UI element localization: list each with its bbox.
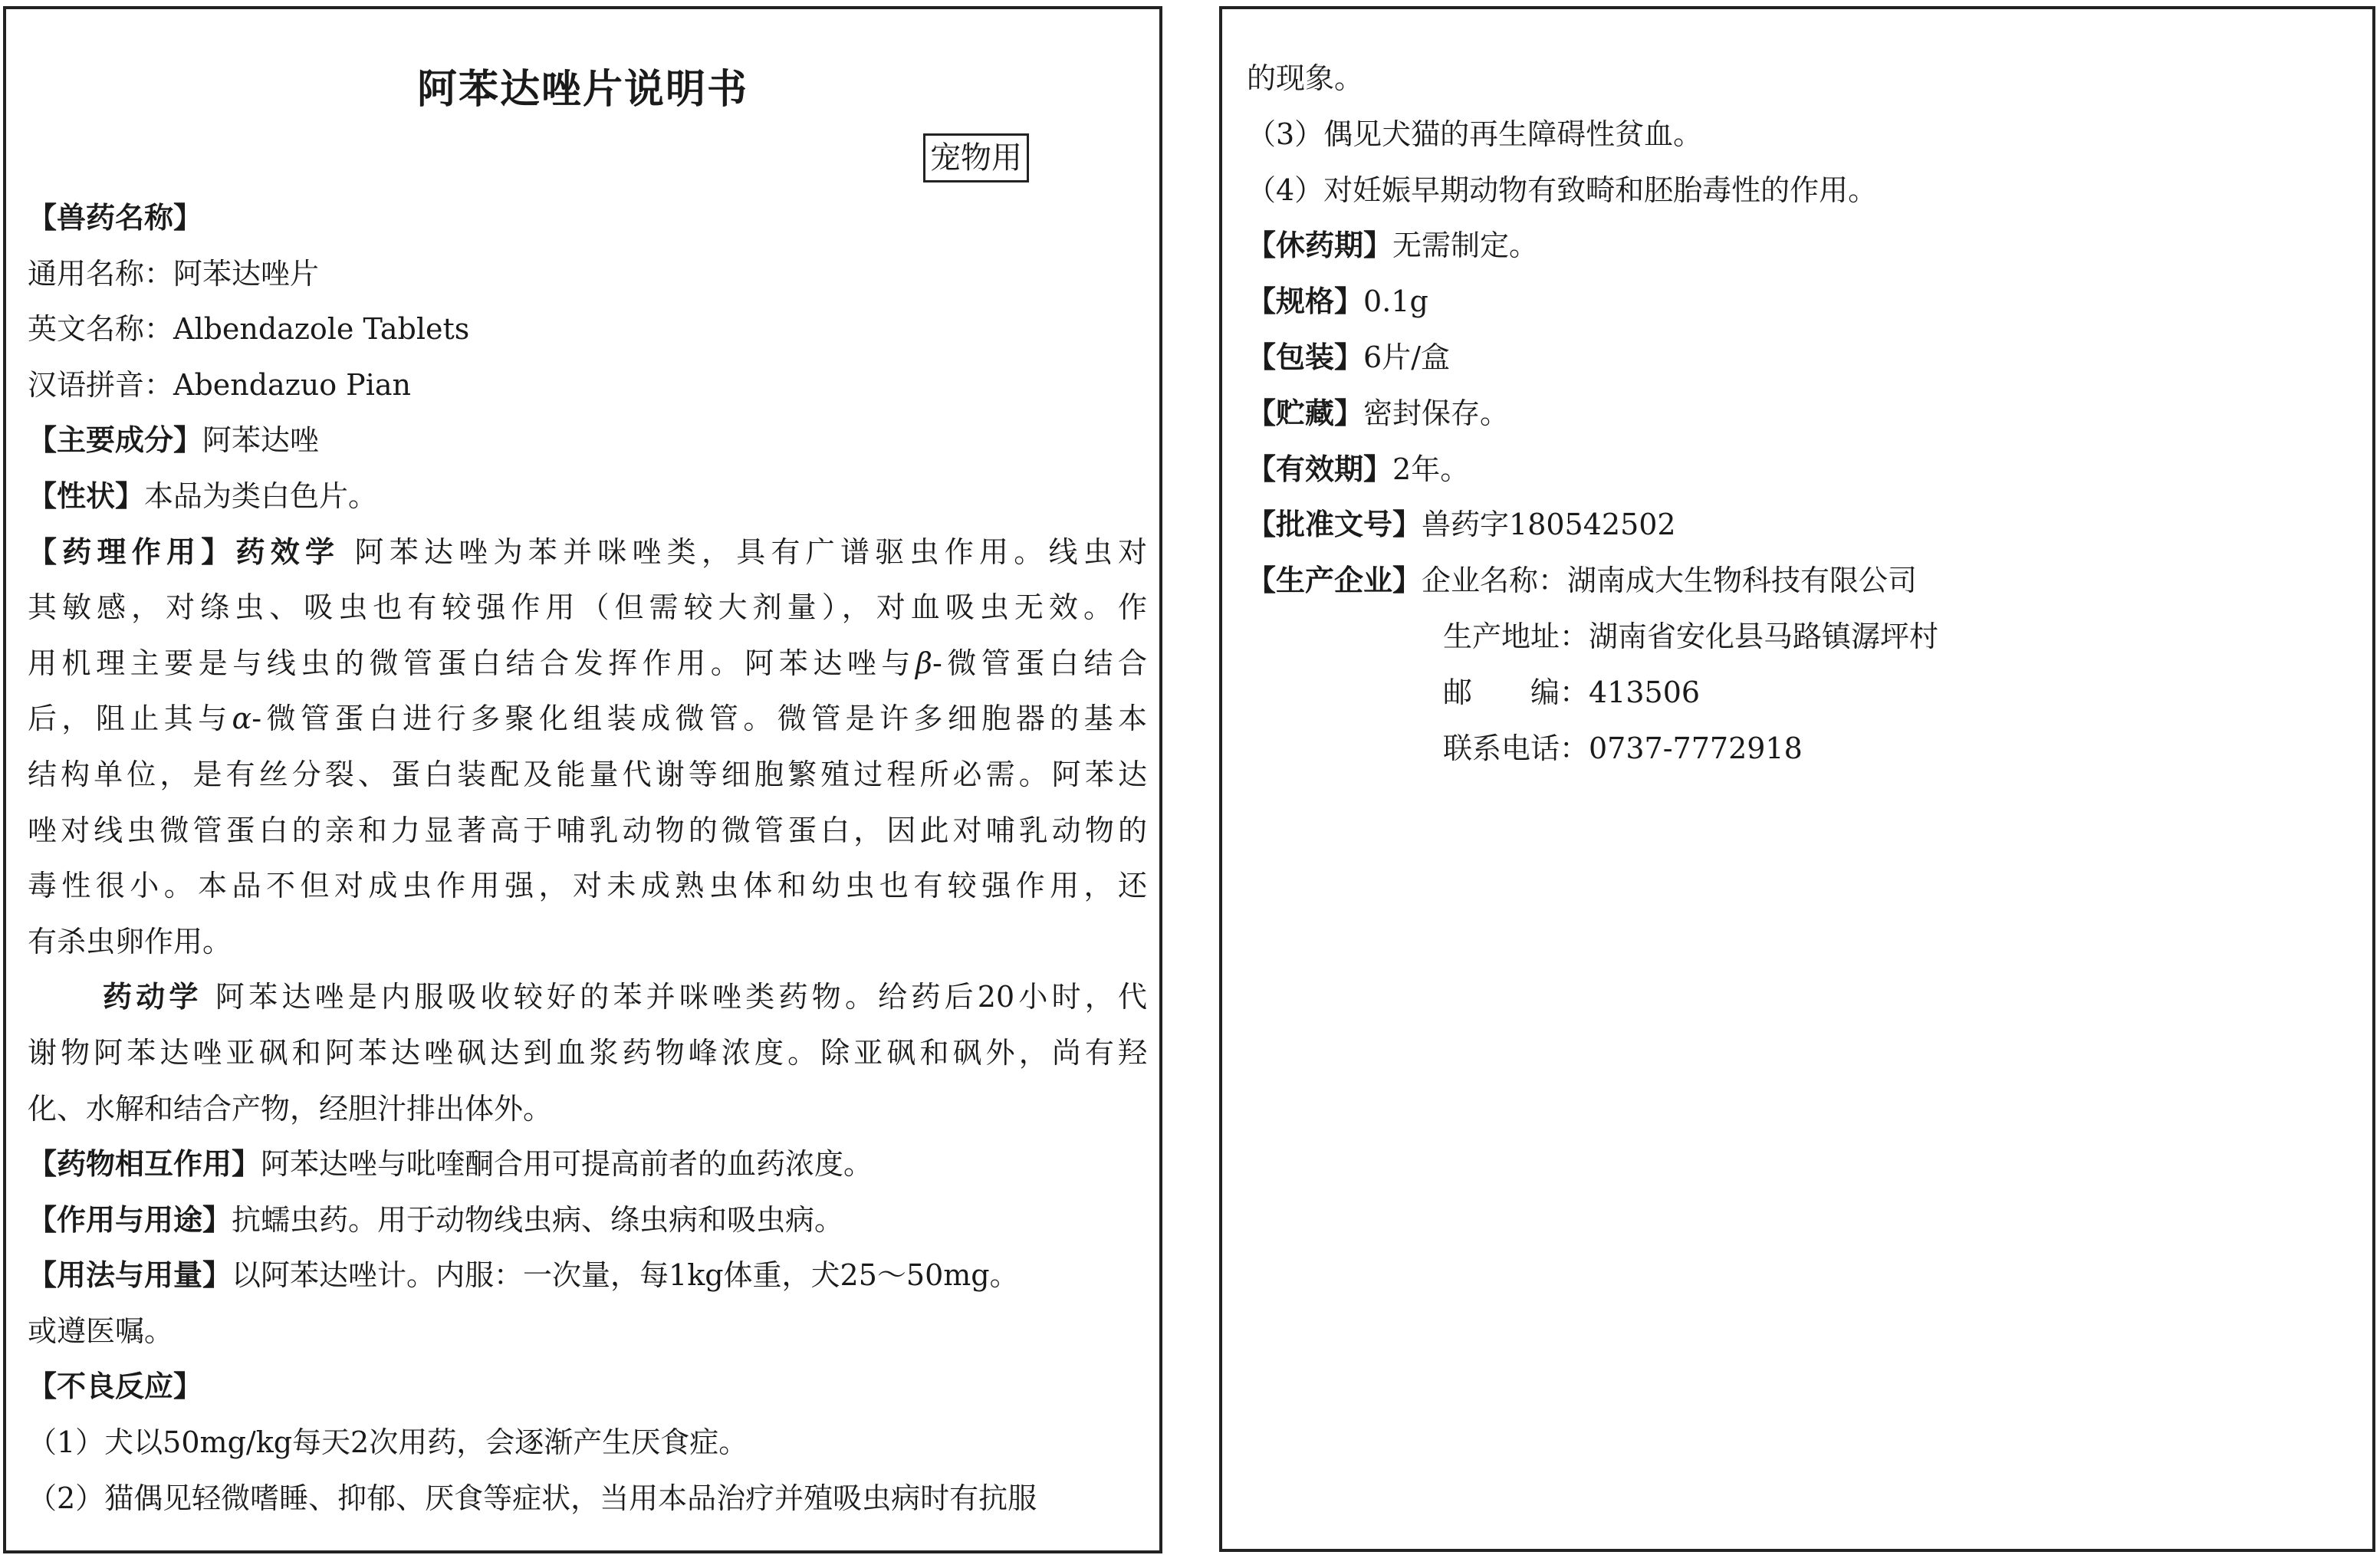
- phone: 联系电话：0737-7772918: [1443, 731, 1803, 765]
- character-row: [28, 468, 1147, 524]
- manufacturer-row: [1247, 553, 2351, 609]
- validity-text: 2年。: [1392, 452, 1470, 486]
- pk-line-1: 阿苯达唑是内服吸收较好的苯并咪唑类药物。给药后20小时，代: [202, 980, 1147, 1014]
- withdrawal-row: [1247, 218, 2351, 274]
- right-content: [1247, 51, 2351, 776]
- interaction-row: [28, 1136, 1147, 1192]
- adverse-item-4: （4）对妊娠早期动物有致畸和胚胎毒性的作用。: [1247, 173, 1878, 207]
- company-name: 企业名称：湖南成大生物科技有限公司: [1422, 564, 1918, 598]
- vet-name-heading: 【兽药名称】: [28, 201, 203, 235]
- pd-line-4: [28, 691, 1147, 747]
- right-page-panel: [1219, 6, 2375, 1552]
- pinyin-name: 汉语拼音：Abendazuo Pian: [28, 367, 412, 402]
- interaction-text: 阿苯达唑与吡喹酮合用可提高前者的血药浓度。: [261, 1147, 873, 1182]
- pharmacokinetics-row: [28, 969, 1147, 1025]
- indication-heading: 【作用与用途】: [28, 1202, 232, 1237]
- adverse-heading: 【不良反应】: [28, 1369, 203, 1404]
- indication-text: 抗蠕虫药。用于动物线虫病、绦虫病和吸虫病。: [232, 1202, 844, 1237]
- storage-text: 密封保存。: [1363, 396, 1510, 430]
- dosage-text: 以阿苯达唑计。内服：一次量，每1kg体重，犬25～50mg。: [232, 1258, 1019, 1293]
- postcode: 邮 编：413506: [1443, 675, 1701, 709]
- address: 生产地址：湖南省安化县马路镇潺坪村: [1443, 619, 1939, 653]
- pet-use-badge: 宠物用: [923, 133, 1029, 182]
- pd-line-4b: -微管蛋白进行多聚化组装成微管。微管是许多细胞器的基本: [251, 702, 1147, 736]
- pd-line-8: 有杀虫卵作用。: [28, 924, 232, 958]
- left-content: [28, 190, 1147, 1526]
- ingredient-text: 阿苯达唑: [202, 423, 320, 458]
- pd-line-3: [28, 636, 1147, 692]
- indication-row: [28, 1192, 1147, 1248]
- spec-row: [1247, 274, 2351, 330]
- pd-line-1: 阿苯达唑为苯并咪唑类，具有广谱驱虫作用。线虫对: [340, 534, 1147, 569]
- pd-line-3b: -微管蛋白结合: [932, 646, 1147, 680]
- withdrawal-text: 无需制定。: [1392, 228, 1539, 263]
- ingredient-row: [28, 413, 1147, 468]
- pd-line-2: 其敏感，对绦虫、吸虫也有较强作用（但需较大剂量），对血吸虫无效。作: [28, 590, 1147, 625]
- dosage-heading: 【用法与用量】: [28, 1258, 232, 1293]
- spec-heading: 【规格】: [1247, 284, 1364, 319]
- withdrawal-heading: 【休药期】: [1247, 228, 1393, 263]
- pk-line-2: 谢物阿苯达唑亚砜和阿苯达唑砜达到血浆药物峰浓度。除亚砜和砜外，尚有羟: [28, 1035, 1147, 1070]
- left-page-panel: [3, 6, 1162, 1553]
- adverse-item-2-continued: 的现象。: [1247, 61, 1364, 95]
- pd-line-5: 结构单位，是有丝分裂、蛋白装配及能量代谢等细胞繁殖过程所必需。阿苯达: [28, 757, 1147, 791]
- validity-row: [1247, 442, 2351, 498]
- package-row: [1247, 330, 2351, 386]
- pd-line-4a: 后，阻止其与: [28, 702, 232, 736]
- pharmacokinetics-heading: 药动学: [103, 980, 202, 1014]
- pd-line-3a: 用机理主要是与线虫的微管蛋白结合发挥作用。阿苯达唑与: [28, 646, 916, 680]
- english-name: 英文名称：Albendazole Tablets: [28, 312, 470, 347]
- approval-text: 兽药字180542502: [1422, 508, 1676, 542]
- adverse-item-1: （1）犬以50mg/kg每天2次用药，会逐渐产生厌食症。: [28, 1425, 748, 1460]
- pharmacology-row: [28, 524, 1147, 580]
- interaction-heading: 【药物相互作用】: [28, 1147, 261, 1182]
- character-text: 本品为类白色片。: [144, 478, 378, 513]
- package-text: 6片/盒: [1363, 340, 1450, 374]
- spec-text: 0.1g: [1363, 284, 1428, 319]
- pd-line-7: 毒性很小。本品不但对成虫作用强，对未成熟虫体和幼虫也有较强作用，还: [28, 869, 1147, 903]
- package-heading: 【包装】: [1247, 340, 1364, 374]
- dosage-row: [28, 1248, 1147, 1304]
- document-title: 阿苯达唑片说明书: [416, 67, 748, 113]
- beta-symbol: β: [915, 646, 932, 680]
- storage-row: [1247, 386, 2351, 442]
- manufacturer-heading: 【生产企业】: [1247, 564, 1422, 598]
- validity-heading: 【有效期】: [1247, 452, 1393, 486]
- storage-heading: 【贮藏】: [1247, 396, 1364, 430]
- adverse-item-2: （2）猫偶见轻微嗜睡、抑郁、厌食等症状，当用本品治疗并殖吸虫病时有抗服: [28, 1481, 1037, 1515]
- pharmacology-heading: 【药理作用】: [28, 534, 236, 569]
- alpha-symbol: α: [232, 702, 252, 736]
- approval-row: [1247, 497, 2351, 553]
- generic-name: 通用名称：阿苯达唑片: [28, 256, 320, 291]
- ingredient-heading: 【主要成分】: [28, 423, 203, 458]
- dosage-text-2: 或遵医嘱。: [28, 1313, 174, 1348]
- approval-heading: 【批准文号】: [1247, 508, 1422, 542]
- pk-line-3: 化、水解和结合产物，经胆汁排出体外。: [28, 1091, 553, 1126]
- character-heading: 【性状】: [28, 478, 145, 513]
- pd-line-6: 唑对线虫微管蛋白的亲和力显著高于哺乳动物的微管蛋白，因此对哺乳动物的: [28, 813, 1147, 847]
- pharmacodynamics-heading: 药效学: [235, 534, 340, 569]
- adverse-item-3: （3）偶见犬猫的再生障碍性贫血。: [1247, 117, 1703, 151]
